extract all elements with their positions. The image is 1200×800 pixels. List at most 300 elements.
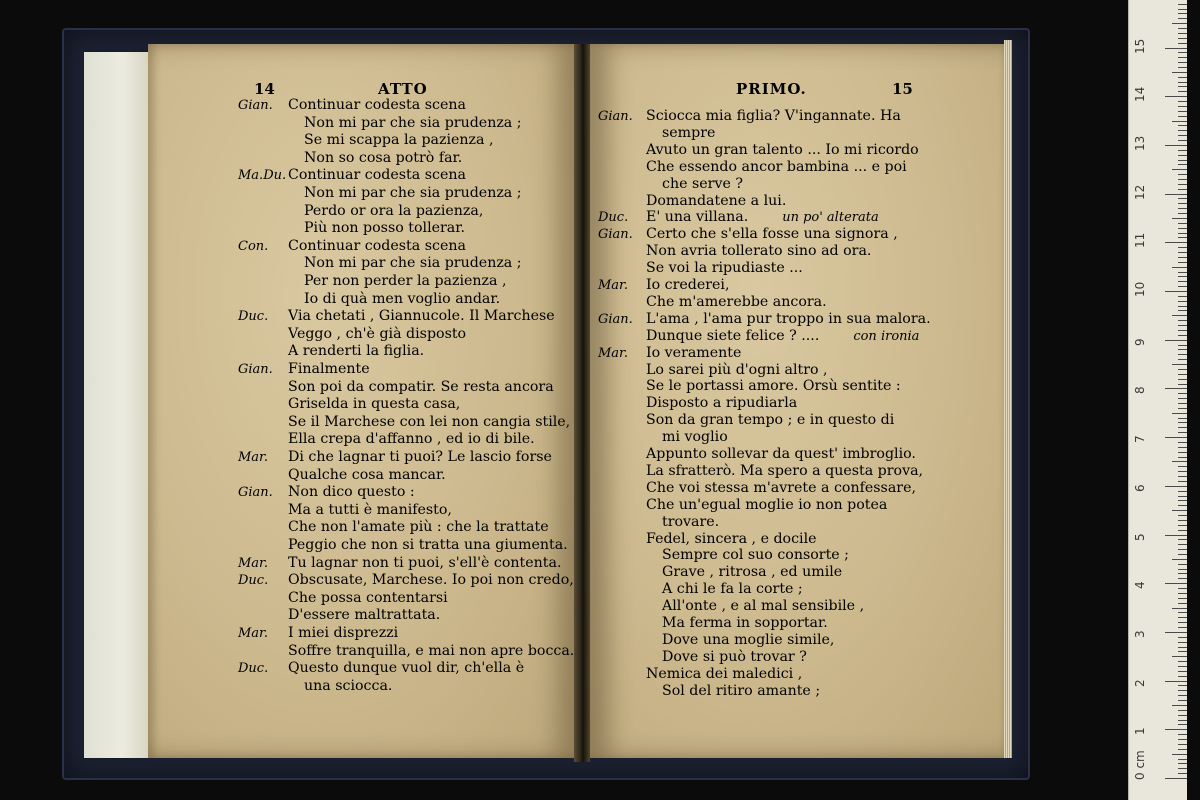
text-line [288,590,448,607]
line-text: Che un'egual moglie io non potea [646,496,888,513]
ruler-tick [1178,710,1187,711]
ruler-tick [1178,544,1187,545]
line-text: che serve ? [662,175,743,192]
line-text: Nemica dei maledici , [646,665,803,682]
ruler-tick [1178,578,1187,579]
ruler-tick [1178,101,1187,102]
ruler-tick [1178,676,1187,677]
ruler-tick [1178,374,1187,375]
ruler-tick [1178,768,1187,769]
text-line [646,260,803,277]
text-line [288,643,574,660]
speaker-label: Duc. [598,210,629,226]
ruler-tick [1178,393,1187,394]
line-text: Io crederei, [646,277,730,293]
ruler-tick [1178,481,1187,482]
text-line [288,467,446,484]
ruler-tick [1178,369,1187,370]
line-text: Fedel, sincera , e docile [646,530,817,547]
ruler-tick [1178,720,1187,721]
ruler-tick [1178,257,1187,258]
line-text: A renderti la figlia. [288,343,425,360]
line-text: Avuto un gran talento ... Io mi ricordo [646,141,919,158]
line-text: Grave , ritrosa , ed umile [662,564,843,581]
line-text: L'ama , l'ama pur troppo in sua malora. [646,310,931,327]
line-text: sempre [662,124,716,141]
text-line [304,255,522,272]
ruler-tick [1178,418,1187,419]
ruler-tick [1178,491,1187,492]
text-line [662,598,864,615]
ruler-tick [1178,749,1187,750]
ruler-number: 14 [1133,86,1147,103]
ruler-tick [1165,388,1187,389]
line-text: Griselda in questa casa, [288,396,461,413]
line-text: Io veramente [646,344,742,361]
line-text: Ma ferma in sopportar. [662,615,828,631]
line-text: Qualche cosa mancar. [288,466,446,483]
ruler-tick [1178,252,1187,253]
ruler-tick [1178,715,1187,716]
ruler-tick [1178,403,1187,404]
text-line [288,343,424,360]
ruler-tick [1178,700,1187,701]
text-line [646,277,729,294]
text-line [662,683,820,700]
line-text: Finalmente [288,361,370,377]
ruler-tick [1178,466,1187,467]
ruler-tick [1165,486,1187,487]
ruler-tick [1178,734,1187,735]
text-line [288,572,574,589]
ruler-tick [1178,345,1187,346]
line-text: La sfratterò. Ma spero a questa prova, [646,462,924,479]
line-text: Sempre col suo consorte ; [662,547,849,564]
text-line [288,607,440,624]
ruler-number: 5 [1133,532,1147,541]
line-text: Per non perder la pazienza , [304,273,507,289]
ruler-tick [1178,642,1187,643]
text-line [288,167,466,184]
ruler-tick [1178,773,1187,774]
line-text: una sciocca. [304,677,393,694]
ruler-tick [1178,135,1187,136]
text-line [304,291,500,308]
ruler-tick [1178,564,1187,565]
line-text: Non mi par che sia prudenza ; [304,114,522,131]
ruler-tick [1178,262,1187,263]
text-line [646,463,923,480]
line-text: Non avria tollerato sino ad ora. [646,243,872,260]
line-text: Lo sarei più d'ogni altro , [646,361,828,378]
ruler-tick [1178,286,1187,287]
page-edges [1004,40,1012,758]
ruler-number: 10 [1133,281,1147,297]
text-line [646,294,827,311]
ruler-tick [1172,169,1187,170]
line-text: Sol del ritiro amante ; [662,682,821,699]
speaker-label: Duc. [238,661,269,677]
ruler-tick [1178,647,1187,648]
ruler-tick [1178,111,1187,112]
ruler-tick [1178,67,1187,68]
stage-direction: un po' alterata [782,210,879,226]
ruler-tick [1178,427,1187,428]
ruler-number: 9 [1133,338,1147,346]
text-line [288,660,524,677]
ruler-tick [1178,4,1187,5]
ruler-tick [1178,515,1187,516]
ruler-tick [1178,476,1187,477]
line-text: Son poi da compatir. Se resta ancora [288,378,554,395]
line-text: Tu lagnar non ti puoi, s'ell'è contenta. [288,554,562,571]
text-line [646,209,879,226]
line-text: Continuar codesta scena [288,237,466,254]
text-line [304,203,483,220]
ruler-tick [1178,671,1187,672]
ruler-tick [1178,164,1187,165]
line-text: Domandatene a lui. [646,192,787,209]
text-line [288,537,568,554]
text-line [662,514,719,531]
text-line [304,185,522,202]
ruler-tick [1178,569,1187,570]
ruler-tick [1178,661,1187,662]
line-text: Se voi la ripudiaste ... [646,260,803,277]
line-text: Continuar codesta scena [288,167,466,184]
text-line [662,547,849,564]
ruler-tick [1178,759,1187,760]
ruler-tick [1172,656,1187,657]
ruler-unit-label: 0 cm [1133,750,1147,780]
text-line [288,431,535,448]
line-text: Obscusate, Marchese. Io poi non credo, [288,572,574,589]
text-line [288,502,452,519]
ruler-tick [1178,155,1187,156]
text-line [662,581,803,598]
ruler-tick [1178,281,1187,282]
speaker-label: Gian. [598,227,633,243]
ruler-number: 12 [1133,184,1147,200]
ruler-tick [1172,510,1187,511]
ruler-tick [1178,539,1187,540]
line-text: Che non l'amate più : che la trattate [288,519,549,536]
text-line [662,125,715,142]
line-text: Sciocca mia figlia? V'ingannate. Ha [646,108,901,124]
ruler-tick [1178,739,1187,740]
ruler-tick [1178,520,1187,521]
ruler-tick [1172,608,1187,609]
line-text: Son da gran tempo ; e in questo di [646,412,895,429]
text-line [288,414,570,431]
text-line [288,484,415,501]
text-line [304,132,494,149]
text-line [646,497,887,514]
line-text: Che m'amerebbe ancora. [646,293,827,310]
ruler-tick [1165,291,1187,292]
text-line [646,142,919,159]
line-text: A chi le fa la corte ; [662,581,803,598]
line-text: Che essendo ancor bambina ... e poi [646,158,907,175]
speaker-label: Mar. [238,555,268,571]
line-text: Questo dunque vuol dir, ch'ella è [288,660,525,677]
text-line [288,379,554,396]
ruler-tick [1178,457,1187,458]
ruler-tick [1178,184,1187,185]
ruler-tick [1178,306,1187,307]
line-text: Non mi par che sia prudenza ; [304,255,522,272]
ruler-tick [1178,38,1187,39]
text-line [646,328,919,345]
line-text: Dove una moglie simile, [662,631,835,648]
text-line [288,519,549,536]
ruler-tick [1178,612,1187,613]
line-text: Se le portassi amore. Orsù sentite : [646,378,901,395]
text-line [288,625,398,642]
text-line [646,226,898,243]
ruler-tick [1178,198,1187,199]
ruler-tick [1178,189,1187,190]
ruler-tick [1178,125,1187,126]
ruler-number: 7 [1133,435,1147,444]
ruler-number: 4 [1133,581,1147,590]
ruler-tick [1178,82,1187,83]
ruler-tick [1165,194,1187,195]
text-line [304,150,462,167]
ruler-tick [1178,690,1187,691]
speaker-label: Con. [238,238,269,254]
ruler-tick [1178,549,1187,550]
ruler-tick [1178,398,1187,399]
ruler-tick [1178,744,1187,745]
line-text: Non dico questo : [288,484,415,501]
speaker-label: Gian. [238,98,273,113]
speaker-label: Gian. [598,109,633,124]
ruler-tick [1178,603,1187,604]
line-text: Ma a tutti è manifesto, [288,501,452,518]
ruler-tick [1178,763,1187,764]
ruler-tick [1178,276,1187,277]
ruler-tick [1178,62,1187,63]
ruler-tick [1178,228,1187,229]
ruler-tick [1178,695,1187,696]
ruler-tick [1178,330,1187,331]
line-text: I miei disprezzi [288,625,399,641]
ruler-tick [1178,573,1187,574]
text-line [304,115,522,132]
text-line [288,555,561,572]
ruler-tick [1165,778,1187,779]
ruler-tick [1178,530,1187,531]
ruler-tick [1165,632,1187,633]
text-line [646,395,797,412]
ruler-tick [1172,461,1187,462]
ruler-tick [1178,296,1187,297]
ruler-tick [1172,121,1187,122]
ruler-tick [1178,237,1187,238]
line-text: Veggo , ch'è già disposto [288,325,467,342]
ruler-tick [1178,359,1187,360]
line-text: Di che lagnar ti puoi? Le lascio forse [288,449,552,465]
line-text: Più non posso tollerar. [304,220,465,237]
text-line [662,564,842,581]
text-line [304,273,507,290]
ruler-tick [1165,729,1187,730]
ruler-tick [1172,23,1187,24]
ruler-tick [1172,72,1187,73]
ruler-tick [1178,588,1187,589]
ruler-number: 13 [1133,135,1147,151]
ruler-tick [1165,145,1187,146]
ruler-number: 1 [1133,727,1147,736]
ruler-tick [1178,52,1187,53]
line-text: Non mi par che sia prudenza ; [304,185,522,201]
line-text: Non so cosa potrò far. [304,149,463,166]
ruler-tick [1178,57,1187,58]
line-text: Che possa contentarsi [288,589,448,606]
text-line [288,396,460,413]
ruler-tick [1178,422,1187,423]
line-text: Io di quà men voglio andar. [304,290,501,307]
text-line [662,615,828,632]
text-line [646,108,901,125]
ruler-tick [1178,18,1187,19]
text-line [646,243,871,260]
ruler-tick [1178,593,1187,594]
stage-direction: con ironia [853,328,920,344]
ruler-tick [1172,754,1187,755]
ruler-tick [1178,301,1187,302]
speaker-label: Mar. [598,345,628,361]
ruler-tick [1178,325,1187,326]
speaker-label: Gian. [238,485,273,501]
ruler-tick [1178,106,1187,107]
ruler-tick [1178,525,1187,526]
ruler-tick [1165,535,1187,536]
line-text: trovare. [662,513,720,530]
ruler-tick [1178,622,1187,623]
ruler-number: 11 [1133,233,1147,249]
ruler-number: 15 [1133,38,1147,54]
ruler-tick [1165,96,1187,97]
speaker-label: Duc. [238,573,269,589]
ruler-tick [1178,442,1187,443]
ruler-tick [1178,43,1187,44]
ruler-tick [1172,705,1187,706]
ruler-tick [1178,160,1187,161]
ruler-tick [1178,505,1187,506]
line-text: Appunto sollevar da quest' imbroglio. [646,446,916,462]
ruler-tick [1178,150,1187,151]
ruler-tick [1178,384,1187,385]
ruler-tick [1178,91,1187,92]
line-text: Dunque siete felice ? .... [646,327,820,344]
ruler-tick [1178,203,1187,204]
line-text: Continuar codesta scena [288,97,466,113]
text-line [646,446,916,463]
ruler-tick [1172,559,1187,560]
ruler-tick [1178,637,1187,638]
ruler-tick [1165,48,1187,49]
text-line [646,362,828,379]
line-text: Via chetati , Giannucole. Il Marchese [288,308,555,325]
ruler-tick [1172,364,1187,365]
ruler-tick [1165,681,1187,682]
ruler-tick [1178,379,1187,380]
speaker-label: Gian. [598,311,633,327]
book-spine [574,44,590,762]
text-line [646,480,916,497]
ruler-tick [1178,13,1187,14]
text-line [646,345,741,362]
line-text: mi voglio [662,429,728,446]
ruler-tick [1178,496,1187,497]
ruler-tick [1178,33,1187,34]
ruler-tick [1178,140,1187,141]
line-text: Ella crepa d'affanno , ed io di bile. [288,431,535,448]
text-line [288,238,466,255]
text-line [288,97,466,114]
text-line [662,176,743,193]
ruler-tick [1178,28,1187,29]
ruler-tick [1178,130,1187,131]
ruler-tick [1178,617,1187,618]
text-line [646,531,817,548]
ruler-tick [1178,310,1187,311]
ruler-tick [1165,583,1187,584]
right-page-number: 15 [892,80,913,98]
left-page-number: 14 [254,80,275,98]
ruler-tick [1178,9,1187,10]
text-line [646,311,931,328]
ruler-tick [1178,349,1187,350]
ruler-tick [1172,267,1187,268]
ruler-tick [1172,315,1187,316]
ruler-tick [1178,627,1187,628]
line-text: Soffre tranquilla, e mai non apre bocca. [288,642,575,659]
line-text: Dove si può trovar ? [662,648,807,665]
ruler-tick [1178,116,1187,117]
ruler-tick [1178,335,1187,336]
ruler-tick [1178,598,1187,599]
line-text: Che voi stessa m'avrete a confessare, [646,479,916,496]
text-line [288,449,552,466]
ruler-tick [1172,413,1187,414]
ruler-tick [1165,340,1187,341]
line-text: Certo che s'ella fosse una signora , [646,226,898,243]
ruler-tick [1178,452,1187,453]
text-line [646,412,894,429]
ruler-tick [1178,247,1187,248]
ruler-tick [1178,208,1187,209]
line-text: Peggio che non si tratta una giumenta. [288,537,568,553]
line-text: Se il Marchese con lei non cangia stile, [288,413,571,430]
text-line [646,159,907,176]
ruler-tick [1178,447,1187,448]
text-line [646,378,901,395]
ruler-tick [1165,242,1187,243]
ruler-tick [1178,213,1187,214]
endpaper [84,52,148,758]
text-line [288,308,555,325]
ruler-tick [1178,354,1187,355]
ruler-tick [1178,554,1187,555]
ruler-tick [1165,437,1187,438]
line-text: Se mi scappa la pazienza , [304,132,494,149]
text-line [662,649,807,666]
speaker-label: Mar. [598,278,628,293]
ruler-tick [1178,651,1187,652]
